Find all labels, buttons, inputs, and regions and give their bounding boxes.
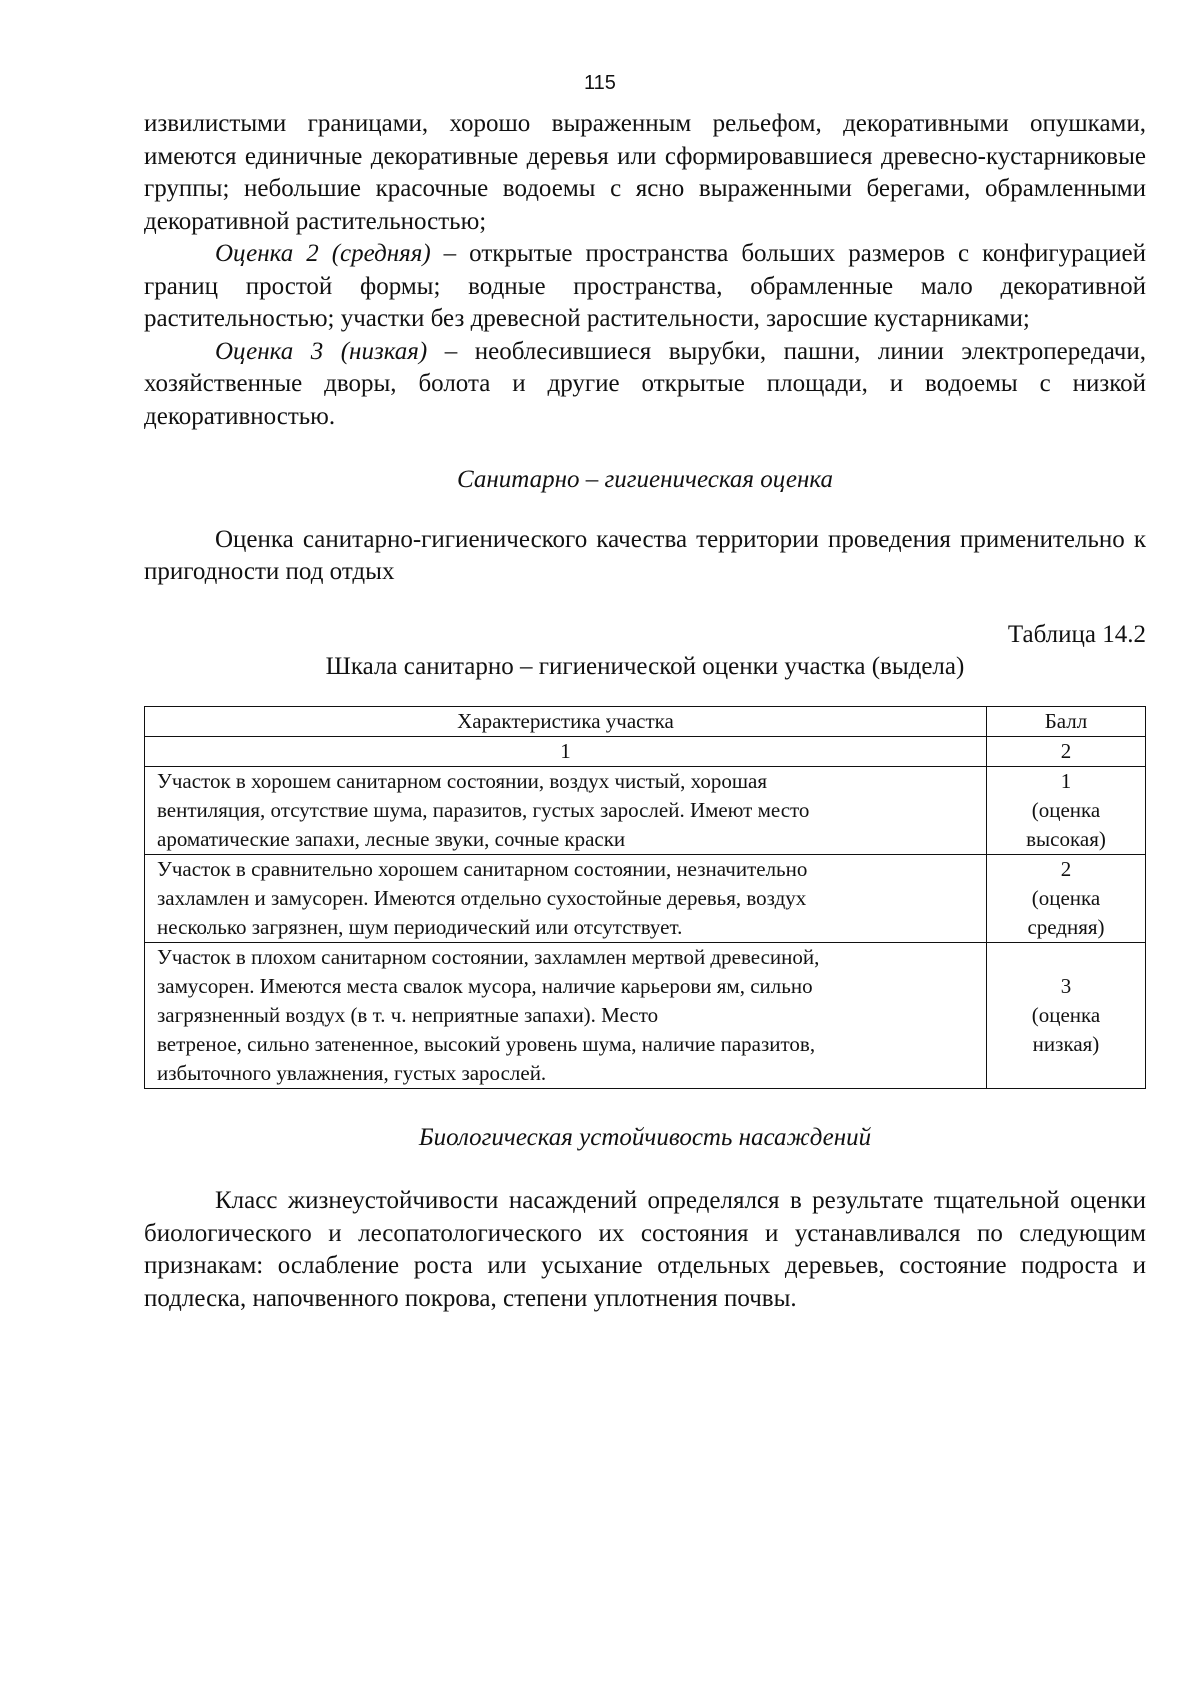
biological-section-title: Биологическая устойчивость насаждений — [418, 1123, 872, 1151]
row-characteristic — [145, 766, 987, 854]
grade-2-text: – открытые пространства больших размеров с конфигурацией границ простой формы; водные пространства, обрамленные мало декоративной растительностью; участки без древесной растительности, заросшие кустарниками; — [144, 240, 1146, 332]
biological-paragraph: Класс жизнеустойчивости насаждений определялся в результате тщательной оценки биологического и лесопатологического их состояния и устанавливался по следующим признакам: ослабление роста или усыхание отдельных деревьев, состояние подроста и подлеска, напочвенного покрова, степени уплотнения почвы. — [144, 1187, 1146, 1312]
row-line: захламлен и замусорен. Имеются отдельно сухостойные деревья, воздух — [157, 885, 807, 910]
row-line: избыточного увлажнения, густых зарослей. — [157, 1060, 547, 1085]
score-value: 1 — [1060, 768, 1072, 793]
intro-paragraph: извилистыми границами, хорошо выраженным рельефом, декоративными опушками, имеются единичные декоративные деревья или сформировавшиеся древесно-кустарниковые группы; небольшие красочные водоемы с ясно выраженными берегами, обрамленными декоративной растительностью; — [144, 110, 1146, 235]
sanitary-paragraph: Оценка санитарно-гигиенического качества территории проведения применительно к пригодности под отдых — [144, 525, 1146, 585]
row-line: несколько загрязнен, шум периодический или отсутствует. — [157, 914, 683, 939]
score-note: (оценка — [1031, 797, 1101, 822]
score-note: (оценка — [1031, 885, 1101, 910]
score-note: (оценка — [1031, 1002, 1101, 1027]
grade-3-label: Оценка 3 (низкая) — [215, 337, 428, 365]
page-content — [144, 108, 1146, 1315]
page-number: 115 — [584, 72, 616, 94]
row-line: Участок в плохом санитарном состоянии, захламлен мертвой древесиной, — [157, 944, 820, 969]
score-value: 2 — [1060, 856, 1072, 881]
row-line: Участок в хорошем санитарном состоянии, воздух чистый, хорошая — [157, 768, 767, 793]
row-line: ароматические запахи, лесные звуки, сочные краски — [157, 826, 626, 851]
column-number-1: 1 — [145, 736, 987, 766]
row-score — [987, 854, 1146, 942]
row-characteristic — [145, 942, 987, 1088]
grade-3-paragraph — [144, 336, 1146, 434]
table-row — [145, 766, 1146, 854]
sanitary-scale-table — [144, 706, 1146, 1089]
column-number-row — [145, 736, 1146, 766]
sanitary-section-title: Санитарно – гигиеническая оценка — [457, 466, 833, 493]
table-header-row — [145, 706, 1146, 736]
header-characteristic: Характеристика участка — [145, 706, 987, 736]
grade-3-text: – необлесившиеся вырубки, пашни, линии электропередачи, хозяйственные дворы, болота и другие открытые площади, и водоемы с низкой декоративностью. — [144, 337, 1146, 430]
header-score: Балл — [987, 706, 1146, 736]
table-label: Таблица 14.2 — [1007, 620, 1146, 648]
grade-2-label: Оценка 2 (средняя) — [215, 240, 431, 267]
table-row — [145, 854, 1146, 942]
score-value: 3 — [1060, 973, 1072, 998]
row-line: загрязненный воздух (в т. ч. неприятные запахи). Место — [157, 1002, 659, 1027]
row-line: ветреное, сильно затененное, высокий уровень шума, наличие паразитов, — [157, 1031, 816, 1056]
row-score — [987, 942, 1146, 1088]
table-row — [145, 942, 1146, 1088]
row-line: вентиляция, отсутствие шума, паразитов, густых зарослей. Имеют место — [157, 797, 810, 822]
score-note: средняя) — [1027, 914, 1105, 939]
score-note: низкая) — [1032, 1031, 1100, 1056]
row-line: Участок в сравнительно хорошем санитарном состоянии, незначительно — [157, 856, 808, 881]
grade-2-paragraph — [144, 238, 1146, 336]
column-number-2: 2 — [987, 736, 1146, 766]
row-score — [987, 766, 1146, 854]
table-caption: Шкала санитарно – гигиенической оценки участка (выдела) — [325, 653, 965, 680]
score-note: высокая) — [1026, 826, 1106, 851]
row-line: замусорен. Имеются места свалок мусора, наличие карьерови ям, сильно — [157, 973, 813, 998]
row-characteristic — [145, 854, 987, 942]
